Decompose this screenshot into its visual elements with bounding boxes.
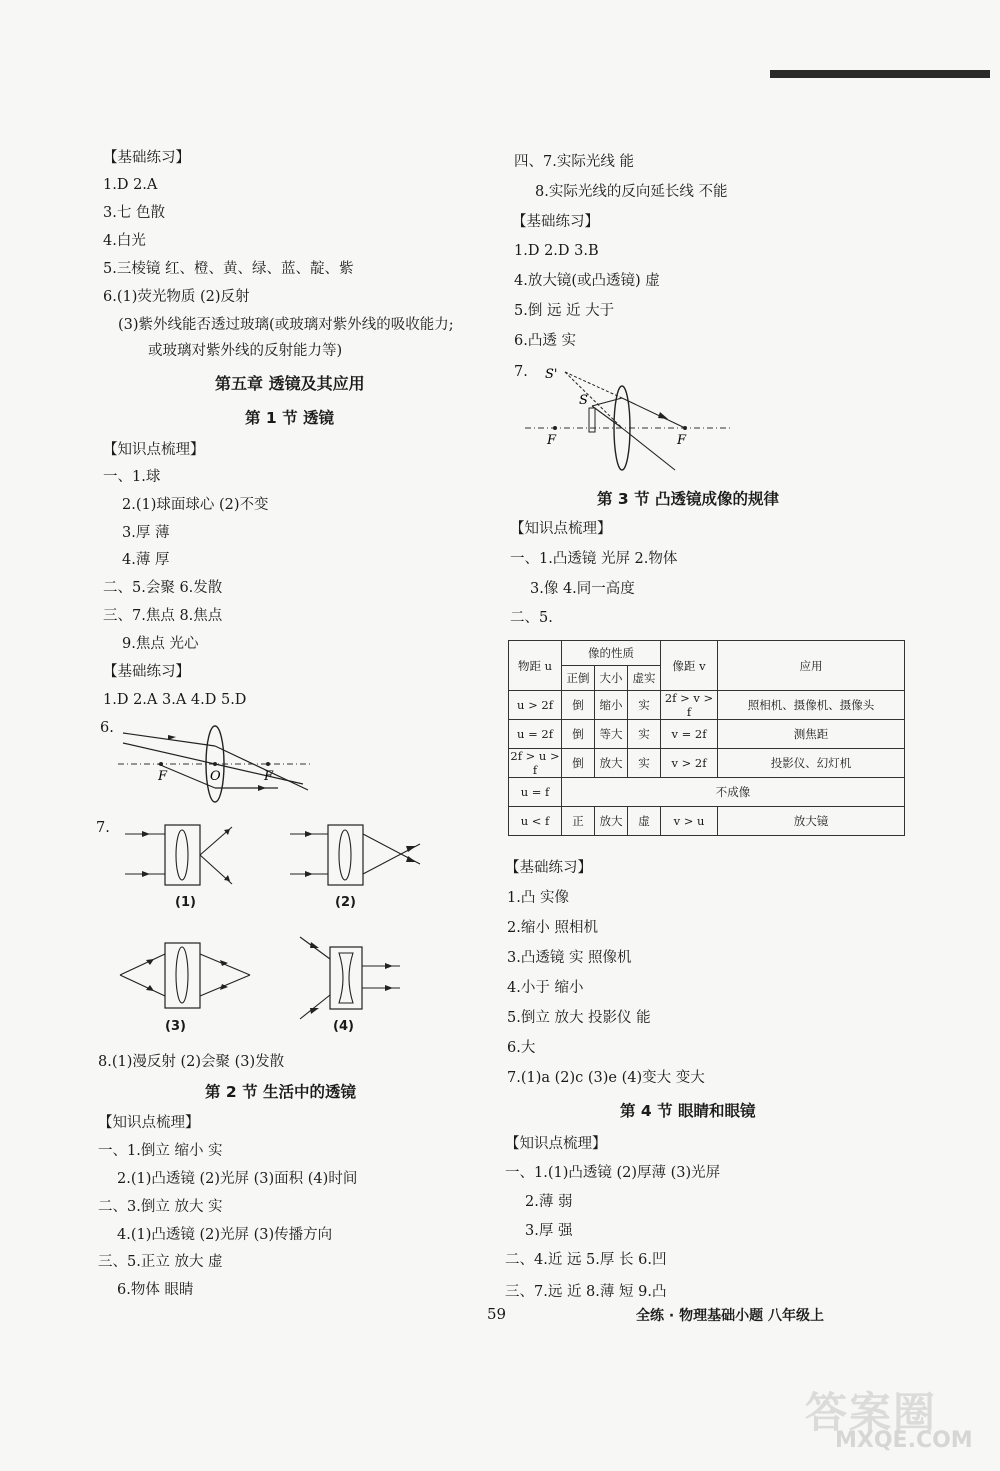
answer-line: 三、7.焦点 8.焦点 (103, 608, 223, 624)
answer-line: 二、4.近 远 5.厚 长 6.凹 (505, 1252, 667, 1268)
focus-label: F (547, 433, 557, 448)
knowledge-heading: 【知识点梳理】 (98, 1115, 200, 1131)
table-cell: 实 (628, 749, 661, 778)
object-label: S (579, 393, 588, 408)
black-box-diagram-4 (295, 935, 415, 1015)
subheader-orientation: 正倒 (562, 666, 595, 691)
book-title: 全练 · 物理基础小题 八年级上 (636, 1308, 824, 1324)
table-cell: v > 2f (661, 749, 718, 778)
header-image-nature: 像的性质 (562, 641, 661, 666)
answer-line: 4.放大镜(或凸透镜) 虚 (514, 273, 660, 289)
table-cell: v > u (661, 807, 718, 836)
table-cell: u < f (509, 807, 562, 836)
question-number: 6. (100, 720, 114, 736)
answer-line: 3.厚 薄 (122, 525, 170, 541)
answer-line: 8.实际光线的反向延长线 不能 (535, 184, 728, 200)
answer-line: 6.大 (507, 1040, 536, 1056)
answer-line: 一、1.球 (103, 469, 161, 485)
header-image-distance: 像距 v (661, 641, 718, 691)
answer-line: 1.凸 实像 (507, 890, 569, 906)
answer-line: 3.凸透镜 实 照像机 (507, 950, 632, 966)
question-number: 7. (514, 364, 528, 380)
figure-label: (2) (335, 895, 356, 910)
black-box-diagram-2 (290, 822, 430, 892)
knowledge-heading: 【知识点梳理】 (103, 442, 205, 458)
answer-line: 2.(1)球面球心 (2)不变 (122, 497, 269, 513)
section-title: 第 4 节 眼睛和眼镜 (620, 1102, 756, 1120)
chapter-title: 第五章 透镜及其应用 (215, 374, 365, 393)
answer-line: 3.像 4.同一高度 (530, 581, 635, 597)
answer-line: 3.厚 强 (525, 1223, 573, 1239)
answer-line: 二、5. (510, 610, 553, 626)
answer-line: 5.倒立 放大 投影仪 能 (507, 1010, 651, 1026)
table-row (509, 807, 905, 836)
answer-line: 6.凸透 实 (514, 333, 576, 349)
answer-line: 7.(1)a (2)c (3)e (4)变大 变大 (507, 1070, 705, 1086)
figure-label: (1) (175, 895, 196, 910)
answer-line: 或玻璃对紫外线的反射能力等) (148, 343, 343, 359)
answer-line: 4.白光 (103, 233, 146, 249)
section-title: 第 2 节 生活中的透镜 (205, 1083, 356, 1101)
knowledge-heading: 【知识点梳理】 (510, 521, 612, 537)
black-box-diagram-3 (120, 940, 260, 1015)
answer-line: 3.七 色散 (103, 205, 165, 221)
answer-line: 2.缩小 照相机 (507, 920, 598, 936)
answer-line: 一、1.凸透镜 光屏 2.物体 (510, 551, 678, 567)
answer-line: 2.薄 弱 (525, 1194, 573, 1210)
table-cell: 2f > v > f (661, 691, 718, 720)
answer-line: 一、1.倒立 缩小 实 (98, 1143, 223, 1159)
table-cell: u > 2f (509, 691, 562, 720)
answer-line: (3)紫外线能否透过玻璃(或玻璃对紫外线的吸收能力; (118, 317, 454, 333)
answer-line: 5.倒 远 近 大于 (514, 303, 615, 319)
answer-line: 8.(1)漫反射 (2)会聚 (3)发散 (98, 1054, 285, 1070)
q7-magnifier-diagram (525, 360, 735, 470)
table-cell: 实 (628, 720, 661, 749)
top-edge-bar (770, 70, 990, 78)
answer-line: 4.薄 厚 (122, 552, 170, 568)
answer-line: 9.焦点 光心 (122, 636, 199, 652)
imaging-rules-table (508, 640, 905, 836)
practice-heading: 【基础练习】 (505, 860, 592, 876)
table-cell: 实 (628, 691, 661, 720)
table-cell: 倒 (562, 720, 595, 749)
table-row (509, 691, 905, 720)
watermark-text: 答案圈 (805, 1388, 938, 1437)
virtual-image-label: S' (545, 367, 558, 382)
practice-heading: 【基础练习】 (103, 150, 190, 166)
answer-line: 二、3.倒立 放大 实 (98, 1199, 223, 1215)
table-cell: u = f (509, 778, 562, 807)
table-row (509, 749, 905, 778)
answer-line: 4.小于 缩小 (507, 980, 584, 996)
table-cell: 虚 (628, 807, 661, 836)
focus-label: F (158, 769, 168, 784)
answer-line: 5.三棱镜 红、橙、黄、绿、蓝、靛、紫 (103, 261, 354, 277)
answer-line: 四、7.实际光线 能 (514, 154, 634, 170)
watermark-logo (805, 1380, 985, 1460)
table-cell: u = 2f (509, 720, 562, 749)
practice-heading: 【基础练习】 (103, 664, 190, 680)
answer-line: 1.D 2.A 3.A 4.D 5.D (103, 692, 247, 708)
page-number: 59 (487, 1305, 507, 1323)
table-cell: 等大 (595, 720, 628, 749)
question-number: 7. (96, 820, 110, 836)
table-cell: 缩小 (595, 691, 628, 720)
practice-heading: 【基础练习】 (512, 214, 599, 230)
answer-line: 6.(1)荧光物质 (2)反射 (103, 289, 250, 305)
header-application: 应用 (718, 641, 905, 691)
table-cell: 2f > u > f (510, 749, 560, 777)
table-cell: 倒 (562, 691, 595, 720)
focus-label: F (264, 769, 274, 784)
table-cell: v = 2f (661, 720, 718, 749)
answer-line: 三、5.正立 放大 虚 (98, 1254, 223, 1270)
table-row (509, 720, 905, 749)
table-cell: 投影仪、幻灯机 (718, 749, 905, 778)
section-title: 第 3 节 凸透镜成像的规律 (597, 490, 779, 508)
answer-line: 二、5.会聚 6.发散 (103, 580, 223, 596)
table-row (509, 778, 905, 807)
table-cell: 放大镜 (718, 807, 905, 836)
table-cell: 不成像 (562, 778, 905, 807)
knowledge-heading: 【知识点梳理】 (505, 1136, 607, 1152)
watermark-url: MXQE.COM (835, 1428, 973, 1453)
table-cell: 正 (562, 807, 595, 836)
answer-line: 一、1.(1)凸透镜 (2)厚薄 (3)光屏 (505, 1165, 721, 1181)
q6-lens-diagram (118, 718, 318, 808)
subheader-real-virtual: 虚实 (628, 666, 661, 691)
answer-line: 1.D 2.D 3.B (514, 243, 599, 259)
table-cell: 照相机、摄像机、摄像头 (718, 691, 905, 720)
table-cell: 倒 (562, 749, 595, 778)
answer-line: 2.(1)凸透镜 (2)光屏 (3)面积 (4)时间 (117, 1171, 358, 1187)
figure-label: (3) (165, 1019, 186, 1034)
answer-line: 6.物体 眼睛 (117, 1282, 194, 1298)
section-title: 第 1 节 透镜 (245, 409, 334, 427)
focus-label: F (677, 433, 687, 448)
table-cell: 放大 (595, 749, 628, 778)
header-object-distance: 物距 u (509, 641, 562, 691)
subheader-size: 大小 (595, 666, 628, 691)
answer-line: 4.(1)凸透镜 (2)光屏 (3)传播方向 (117, 1227, 333, 1243)
figure-label: (4) (333, 1019, 354, 1034)
table-header-row (509, 641, 905, 666)
answer-line: 1.D 2.A (103, 177, 158, 193)
black-box-diagram-1 (120, 822, 240, 892)
optical-center-label: O (210, 769, 221, 784)
answer-line: 三、7.远 近 8.薄 短 9.凸 (505, 1284, 667, 1300)
table-cell: 测焦距 (718, 720, 905, 749)
table-cell: 放大 (595, 807, 628, 836)
